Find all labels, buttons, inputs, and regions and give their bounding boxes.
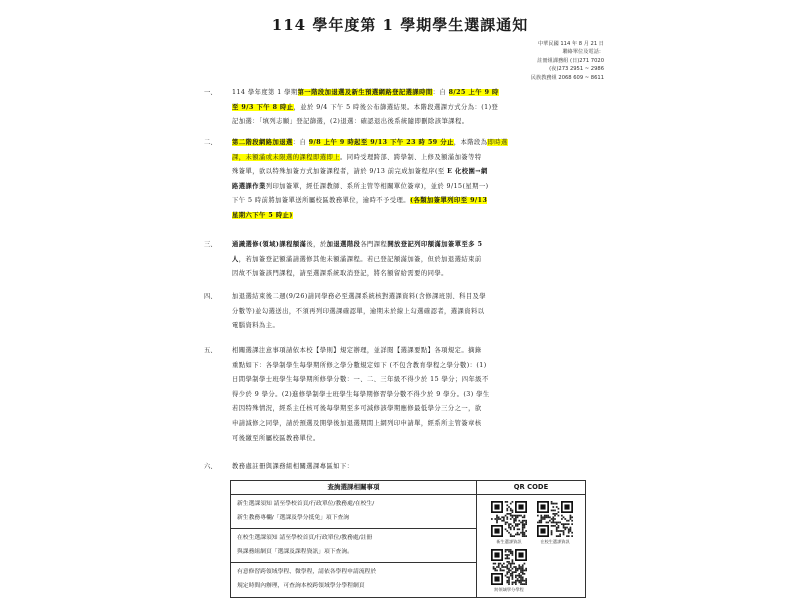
highlighted-text: 至 9/3 下午 8 時止 (232, 103, 294, 111)
text-segment: 下午 5 時前將加簽單送所屬校區教務單位，逾時不予受理。 (232, 197, 411, 205)
text-segment: ：自 (292, 139, 309, 146)
text-segment: ：自 (432, 89, 449, 96)
text-line (232, 460, 592, 475)
qr-label-current-student: 在校生選課資訊 (540, 539, 570, 544)
text-line (232, 86, 592, 101)
text-segment: 加退選結束後二週(9/26)請同學務必至選課系統核對選課資料(含修課班別、科目及學 (232, 293, 487, 300)
text-segment: ，若加簽登記額滿請選修其他未額滿課程。若已登記額滿加簽，但於加退選結束前 (238, 255, 482, 263)
text-segment: 列印加簽單，經任課教師、系所主管等相關單位簽章)，並於 9/15(星期一) (265, 182, 489, 190)
section-body (232, 238, 592, 282)
text-line (232, 432, 592, 447)
text-segment: 申請減修之同學，請於預選及開學後加退選期間上網列印申請單，經系所主管簽章核 (232, 419, 482, 427)
course-info-table (230, 480, 586, 598)
highlighted-text: 第一階段加退選及新生預選網路登記選課時間 (297, 89, 433, 96)
table-header-qr: QR CODE (477, 481, 585, 495)
text-line (232, 290, 592, 305)
text-segment: 後，於 (306, 241, 327, 248)
highlighted-text: (各類加簽單列印至 9/13 (410, 197, 488, 205)
text-segment: 日間學制學士班學生每學期所修學分數：一、二、三年級不得少於 15 學分；四年級不 (232, 376, 489, 384)
text-segment: 各門課程 (360, 241, 388, 248)
section-body (232, 290, 592, 334)
text-segment: 。同時受理跨部、跨學制、上修及額滿加簽等特 (339, 153, 482, 161)
section-number: 三、 (204, 241, 217, 248)
section-number: 四、 (204, 293, 217, 300)
text-line (232, 319, 592, 334)
document-meta (384, 40, 604, 82)
text-segment: ，並於 9/4 下午 5 時後公布篩選結果。本階段選課方式分為：(1)登 (293, 103, 499, 111)
section-number: 二、 (204, 139, 217, 146)
text-line (232, 101, 592, 116)
highlighted-text: 星期六下午 5 時止) (232, 211, 293, 219)
meta-date: 中華民國 114 年 8 月 21 日 (537, 41, 604, 47)
text-line (232, 180, 592, 195)
text-segment: 因故不加簽該門課程，請至選課系統取消登記，將名額留給需要的同學。 (232, 270, 448, 278)
text-segment: 殊簽單，欲以特殊加簽方式加簽課程者，請於 9/13 前完成加簽程序(至 (232, 168, 448, 176)
text-segment: 重點如下：各學制學生每學期所修之學分數規定如下 (不包含教育學程之學分數)：(1) (232, 361, 487, 369)
bold-text: 開放登記列印額滿加簽單至多 5 (387, 241, 483, 248)
section-number: 五、 (204, 347, 217, 354)
text-line (232, 165, 592, 180)
bold-text: 通識選修(領域)課程額滿 (232, 241, 307, 248)
highlighted-text: 第二階段網路加退選 (232, 139, 293, 146)
text-segment: ，本階段為 (453, 139, 488, 146)
text-segment: 若因特殊情況，經系主任核可後每學期至多可減修該學期應修最低學分三分之一，欲 (232, 405, 482, 413)
text-line (232, 305, 592, 320)
text-line (232, 388, 592, 403)
table-cell-line: 規定時間內辦理，可查詢本校跨領域學分學程網頁 (237, 583, 365, 589)
table-cell-line: 在校生選課須知 請至學校首頁/行政單位/教務處/註冊 (237, 535, 373, 541)
text-segment: 分數等)並勾選送出，不須再列印選課確認單，逾期未於線上勾選確認者，選課資料以 (232, 307, 485, 315)
qr-code-current-student[interactable] (537, 501, 573, 537)
text-line (232, 402, 592, 417)
qr-code-interdisciplinary[interactable] (491, 549, 527, 585)
qr-code-cell (477, 495, 585, 597)
meta-contact-unit: 聯絡單位及電話： (562, 49, 604, 56)
text-line (232, 373, 592, 388)
table-cell-line: 新生教務專欄/「選課及學分抵免」項下查詢 (237, 515, 350, 521)
text-line (232, 359, 592, 374)
qr-label-freshman: 新生選課資訊 (496, 539, 522, 544)
text-line (232, 115, 592, 130)
table-cell-line: 新生選課須知 請至學校首頁/行政單位/教務處/在校生/ (237, 501, 375, 507)
text-line (232, 209, 592, 224)
meta-phone-night: (夜)273 2951 ~ 2986 (549, 66, 604, 73)
text-segment: 得少於 9 學分。(2)進修學制學士班學生每學期修習學分數不得少於 9 學分。(3) 學生 (232, 390, 490, 398)
text-line (232, 194, 592, 209)
section-body (232, 344, 592, 446)
qr-label-interdisciplinary: 跨領域學分學程 (494, 587, 524, 592)
text-line (232, 267, 592, 282)
text-segment: 可後繳至所屬校區教務單位。 (232, 434, 320, 442)
highlighted-text: 9/8 上午 9 時起至 9/13 下午 23 時 59 分止 (308, 139, 454, 146)
section-number: 六、 (204, 463, 217, 470)
bold-text: E 化校園→網 (447, 168, 488, 176)
highlighted-text: 即時選 (487, 139, 508, 146)
table-row (231, 495, 477, 529)
document-page (190, 0, 610, 600)
table-header-query: 查詢選課相關事項 (231, 481, 477, 495)
highlighted-text: 8/25 上午 9 時 (448, 89, 499, 96)
text-line (232, 344, 592, 359)
text-segment: 114 學年度第 1 學期 (232, 89, 298, 96)
section-body (232, 460, 592, 475)
text-line (232, 417, 592, 432)
section-body (232, 136, 592, 224)
qr-code-freshman[interactable] (491, 501, 527, 537)
bold-text: 加退選階段 (326, 241, 361, 248)
text-segment: 記加選：「填列志願」登記篩選，(2)退選：確認退出後系統隨即刪除該筆課程。 (232, 118, 469, 126)
text-segment: 相關選課注意事項請依本校【學則】規定辦理，並詳閱【選課要點】各項規定。摘錄 (232, 347, 482, 354)
text-line (232, 238, 592, 253)
highlighted-text: 課，未額滿或未限選的課程即選即上 (232, 153, 340, 161)
meta-phone-day: 註冊組課務組 (日)271 7020 (537, 57, 604, 64)
table-row (231, 529, 477, 563)
table-cell-line: 與課務組網頁「選課及課程資訊」項下查詢。 (237, 549, 353, 555)
bold-text: 路選課作業 (232, 182, 266, 190)
table-row (231, 563, 477, 597)
text-segment: 電腦資料為主。 (232, 322, 280, 330)
text-line (232, 151, 592, 166)
section-number: 一、 (204, 89, 217, 96)
bold-text: 人 (232, 255, 239, 263)
table-cell-line: 有意修習跨領域學程、微學程，請依各學程申請流程於 (237, 569, 377, 575)
text-line (232, 136, 592, 151)
text-segment: 教務處註冊與課務組相關選課專區如下： (232, 463, 354, 470)
meta-phone-minzu: 民族教務組 2068 609 ~ 8611 (530, 74, 604, 81)
text-line (232, 253, 592, 268)
section-body (232, 86, 592, 130)
document-title: 114 學年度第 1 學期學生選課通知 (271, 16, 529, 34)
